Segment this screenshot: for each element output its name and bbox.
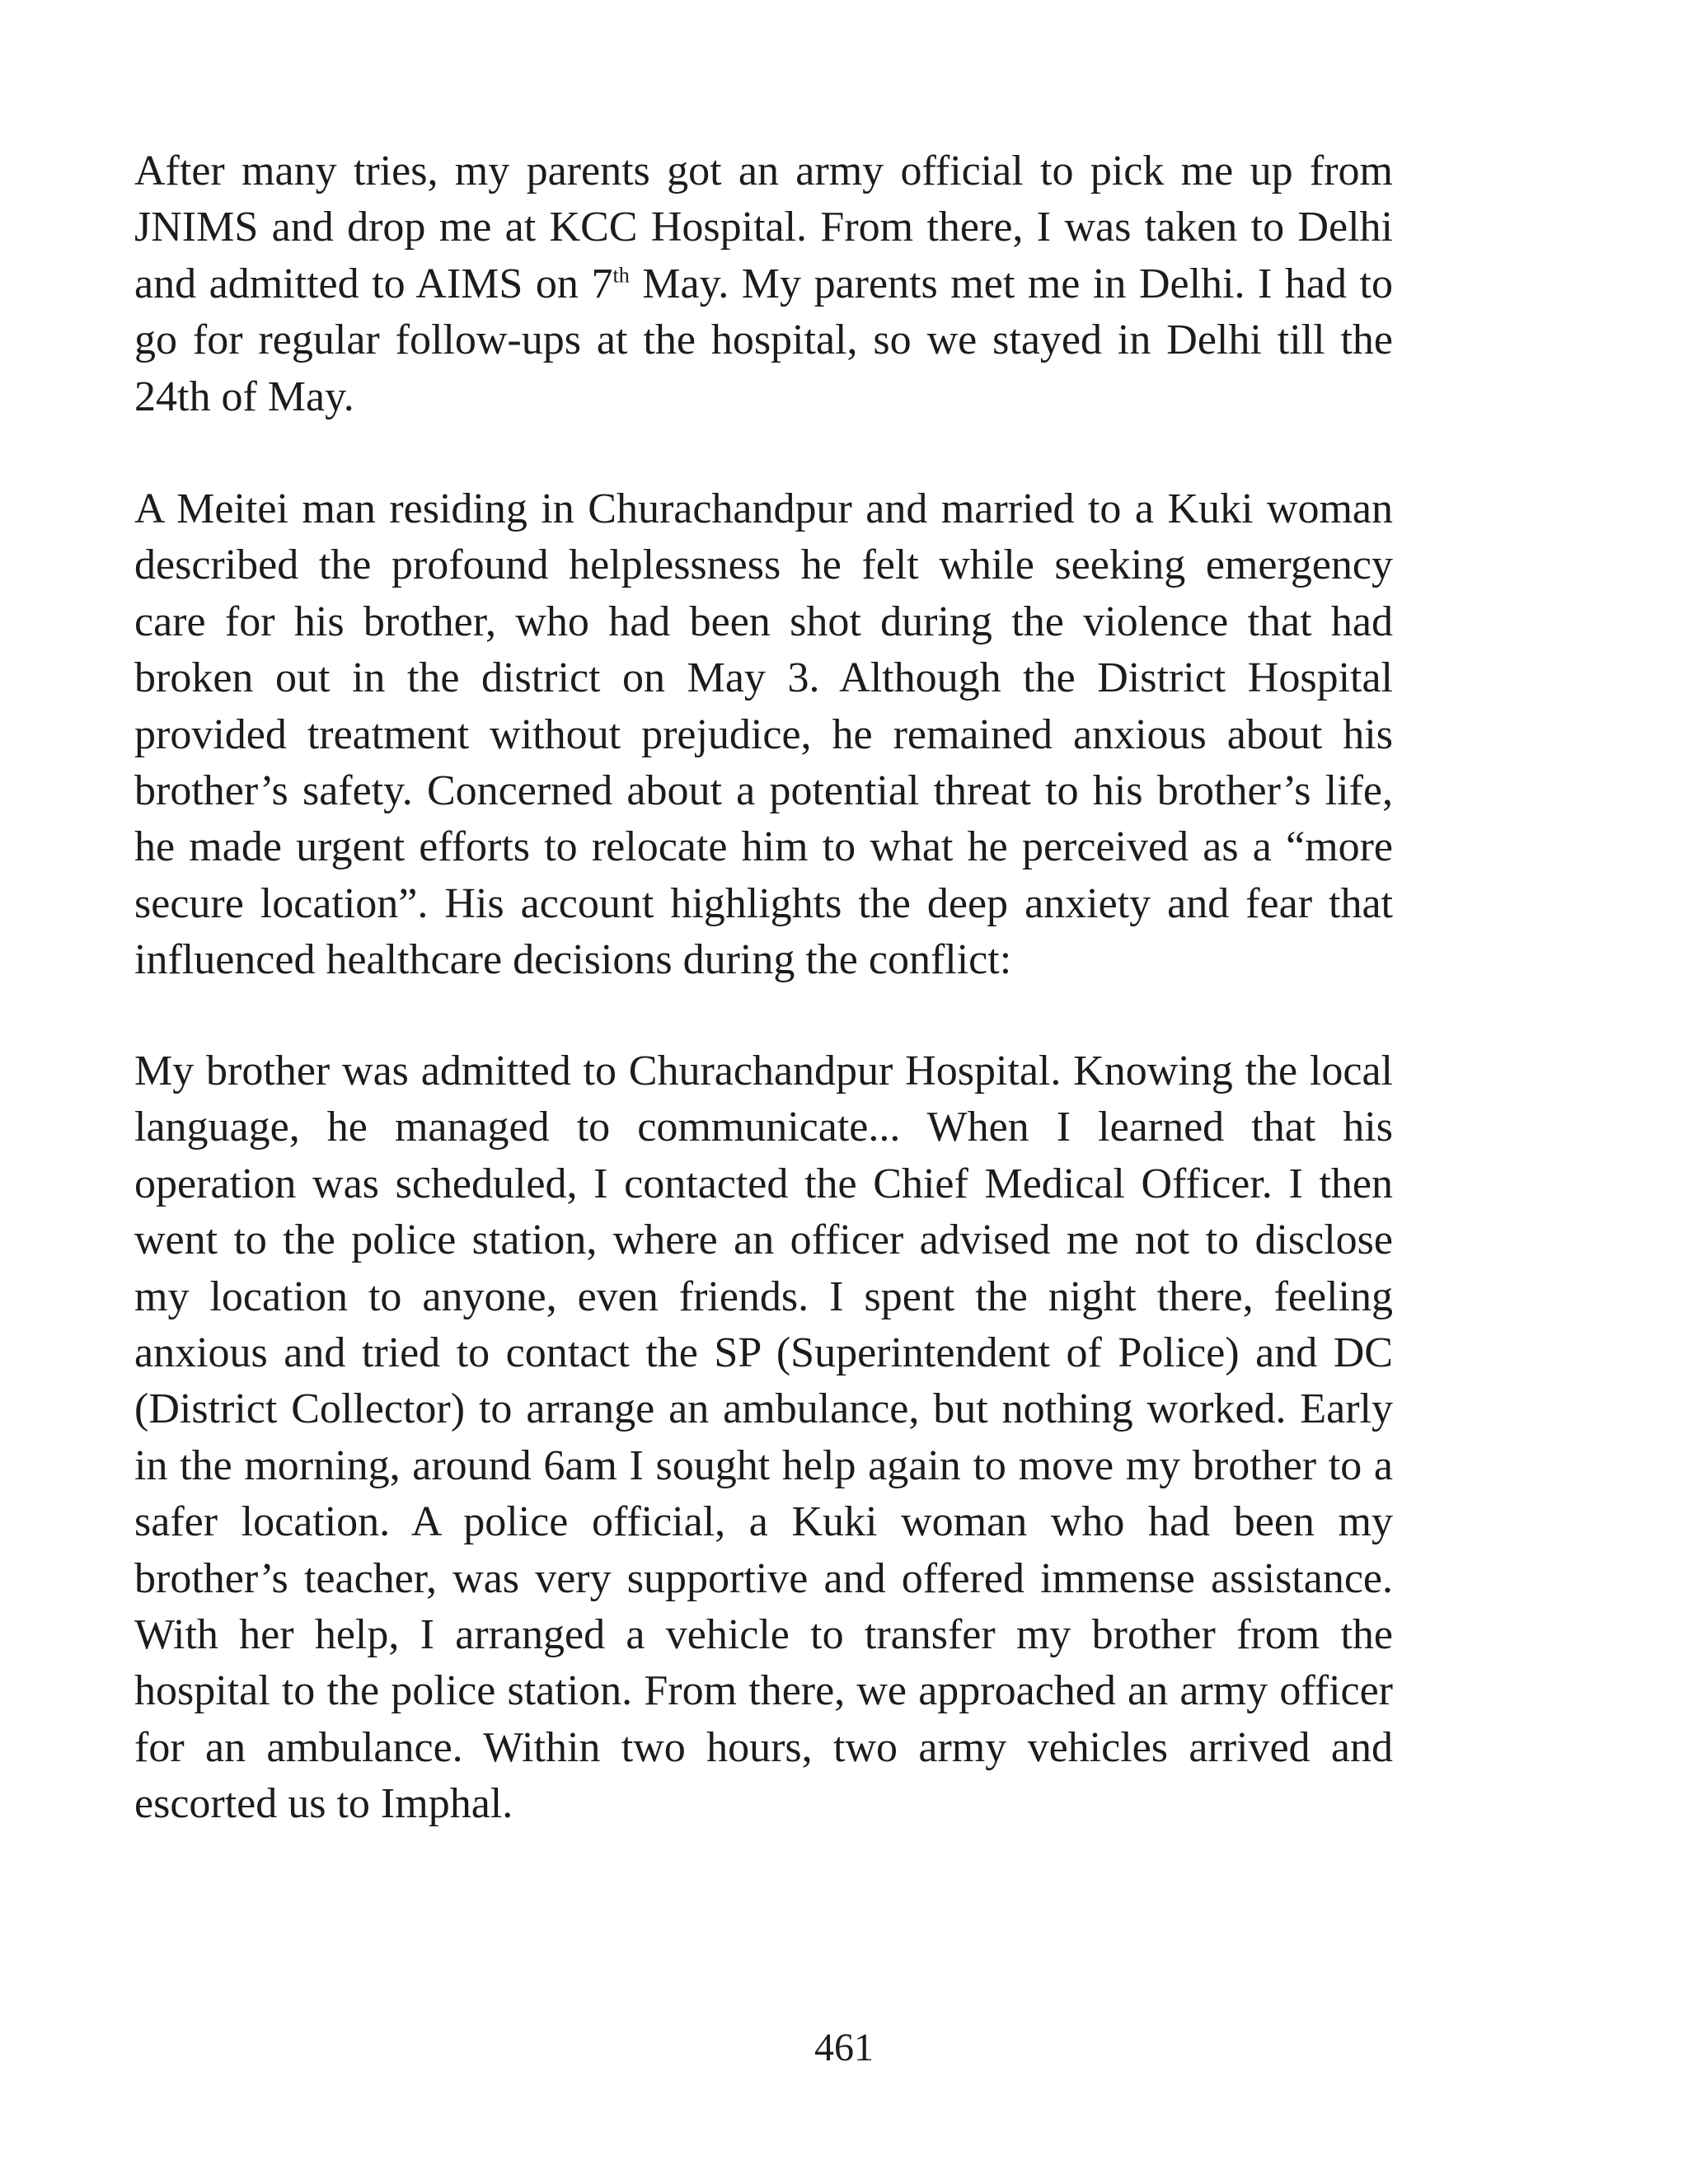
ordinal-superscript: th xyxy=(612,263,630,288)
paragraph-text-part: After many tries, my parents got an army official to pick me up from JNIMS and drop me at KCC Hospital. From there, I was taken to Delhi and admitted to AIMS on 7 xyxy=(134,148,1393,307)
paragraph-meitei-account-intro: A Meitei man residing in Churachandpur and married to a Kuki woman described the profound helplessness he felt while seeking emergency care for his brother, who had been shot during the violence that had broken out in the district on May 3. Although the District Hospital provided treatment without prejudice, he remained anxious about his brother’s safety. Concerned about a potential threat to his brother’s life, he made urgent efforts to relocate him to what he perceived as a “more secure location”. His account highlights the deep anxiety and fear that influenced healthcare decisions during the conflict: xyxy=(134,485,1393,984)
paragraph-army-transfer xyxy=(134,143,1393,425)
page-number: 461 xyxy=(814,2026,874,2069)
paragraph-text-part: May. My parents met me in Delhi. I had to go for regular follow-ups at the hospital, so we stayed in Delhi till the 24th of May. xyxy=(134,260,1394,420)
paragraph-testimony-quote: My brother was admitted to Churachandpur Hospital. Knowing the local language, he managed to communicate... When I learned that his operation was scheduled, I contacted the Chief Medical Officer. I then went to the police station, where an officer advised me not to disclose my location to anyone, even friends. I spent the night there, feeling anxious and tried to contact the SP (Superintendent of Police) and DC (District Collector) to arrange an ambulance, but nothing worked. Early in the morning, around 6am I sought help again to move my brother to a safer location. A police official, a Kuki woman who had been my brother’s teacher, was very supportive and offered immense assistance. With her help, I arranged a vehicle to transfer my brother from the hospital to the police station. From there, we approached an army officer for an ambulance. Within two hours, two army vehicles arrived and escorted us to Imphal. xyxy=(134,1047,1393,1828)
